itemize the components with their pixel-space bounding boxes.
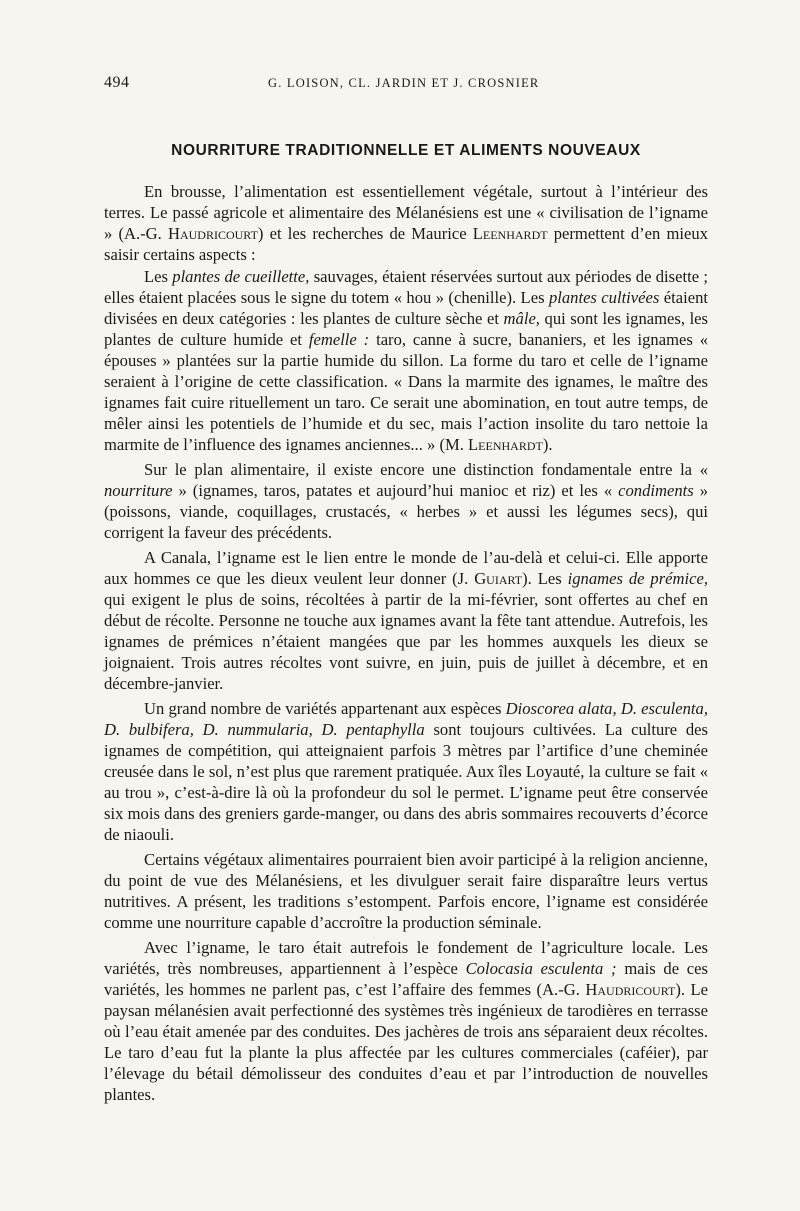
text-run: permettent d’en mieux saisir certains aspects :	[104, 224, 708, 264]
text-run: » (ignames, taros, patates et aujourd’hui manioc et riz) et les «	[172, 481, 619, 500]
body-text	[104, 181, 708, 1106]
italic-term: femelle :	[308, 330, 370, 349]
italic-term: mâle,	[503, 309, 540, 328]
text-run: Un grand nombre de variétés appartenant aux espèces	[144, 699, 506, 718]
text-run: En brousse, l’alimentation est essentiellement végétale, surtout à l’intérieur des terres. Le passé agricole et alimentaire des Mélanésiens est une « civilisation de l’igname » (A.-G.	[104, 182, 708, 243]
text-run: A Canala, l’igname est le lien entre le monde de l’au-delà et celui-ci. Elle apporte aux hommes ce que les dieux veulent leur donner (J.	[104, 548, 708, 588]
italic-term: ignames de prémice,	[567, 569, 709, 588]
species-names: Dioscorea alata, D. esculenta, D. bulbifera, D. nummularia, D. pentaphylla	[104, 699, 708, 739]
page-number: 494	[104, 74, 130, 91]
italic-term: plantes de cueillette,	[172, 267, 310, 286]
text-run: ) et les recherches de Maurice	[257, 224, 473, 243]
running-header-authors: G. LOISON, CL. JARDIN ET J. CROSNIER	[268, 76, 540, 90]
text-run: ). Le paysan mélanésien avait perfectionné des systèmes très ingénieux de tarodières en terrasse où l’eau était amenée par des conduites. Des jachères de trois ans séparaient deux récoltes. Le taro d’eau fut la plante la plus affectée par les cultures commerciales (caféier), par l’élevage du bétail démolisseur des conduites d’eau et par l’introduction de nouvelles plantes.	[104, 980, 708, 1104]
paragraph-4	[104, 547, 708, 694]
italic-term: condiments	[618, 481, 694, 500]
text-run: Avec l’igname, le taro était autrefois le fondement de l’agriculture locale. Les variétés, très nombreuses, appartiennent à l’espèce	[104, 938, 708, 978]
text-run: Les	[144, 267, 173, 286]
author-name: Leenhardt	[472, 224, 548, 243]
text-run: qui sont les ignames, les plantes de culture humide et	[104, 309, 708, 349]
text-run: sauvages, étaient réservées surtout aux périodes de disette ; elles étaient placées sous le signe du totem « hou » (chenille). Les	[104, 267, 708, 307]
italic-term: nourriture	[104, 481, 173, 500]
text-run: » (poissons, viande, coquillages, crustacés, « herbes » et aussi les légumes secs), qui corrigent la faveur des précédents.	[104, 481, 708, 542]
text-run: Sur le plan alimentaire, il existe encore une distinction fondamentale entre la «	[144, 460, 708, 479]
section-title: NOURRITURE TRADITIONNELLE ET ALIMENTS NOUVEAUX	[171, 142, 641, 159]
text-run: ). Les	[522, 569, 568, 588]
text-run: ).	[542, 435, 553, 454]
text-run: Certains végétaux alimentaires pourraient bien avoir participé à la religion ancienne, du point de vue des Mélanésiens, et les divulguer serait faire disparaître leurs vertus nutritives. A présent, les traditions s’estompent. Parfois encore, l’igname est considérée comme une nourriture capable d’accroître la production séminale.	[104, 850, 708, 932]
running-header	[104, 74, 708, 98]
paragraph-2	[104, 266, 708, 455]
author-name: Haudricourt	[167, 224, 258, 243]
paragraph-3	[104, 459, 708, 543]
paragraph-6	[104, 849, 708, 933]
paragraph-1	[104, 181, 708, 265]
text-run: mais de ces variétés, les hommes ne parlent pas, c’est l’affaire des femmes (A.-G.	[104, 959, 708, 999]
text-run: qui exigent le plus de soins, récoltées à partir de la mi-février, sont offertes au chef en début de récolte. Personne ne touche aux ignames avant la fête tant attendue. Autrefois, les ignames de prémices n’étaient mangées que par les hommes auxquels les dieux se joignaient. Trois autres récoltes vont suivre, en juin, puis de juillet à décembre, et en décembre-janvier.	[104, 590, 708, 693]
author-name: Leenhardt	[468, 435, 543, 454]
author-name: Haudricourt	[585, 980, 676, 999]
text-run: étaient divisées en deux catégories : les plantes de culture sèche et	[104, 288, 708, 328]
paragraph-7	[104, 937, 708, 1105]
text-run: sont toujours cultivées. La culture des ignames de compétition, qui atteignaient parfois 3 mètres par l’artifice d’une cheminée creusée dans le sol, n’est plus que rarement pratiquée. Aux îles Loyauté, la culture se fait « au trou », c’est-à-dire là où la profondeur du sol le permet. L’igname peut être conservée six mois dans des greniers garde-manger, ou dans des abris sommaires recouverts d’écorce de niaouli.	[104, 720, 709, 844]
italic-term: plantes cultivées	[548, 288, 660, 307]
text-run: taro, canne à sucre, bananiers, et les ignames « épouses » plantées sur la partie humide du sillon. La forme du taro et celle de l’igname seraient à l’origine de cette classification. « Dans la marmite des ignames, le maître des ignames fait cuire rituellement un taro. Ce serait une abomination, en tout autre temps, de mêler ainsi les potentiels de l’humide et du sec, mais l’action insolite du taro nettoie la marmite de l’influence des ignames anciennes... » (M.	[104, 330, 708, 454]
author-name: Guiart	[474, 569, 523, 588]
species-names: Colocasia esculenta ;	[465, 959, 617, 978]
paragraph-5	[104, 698, 708, 845]
